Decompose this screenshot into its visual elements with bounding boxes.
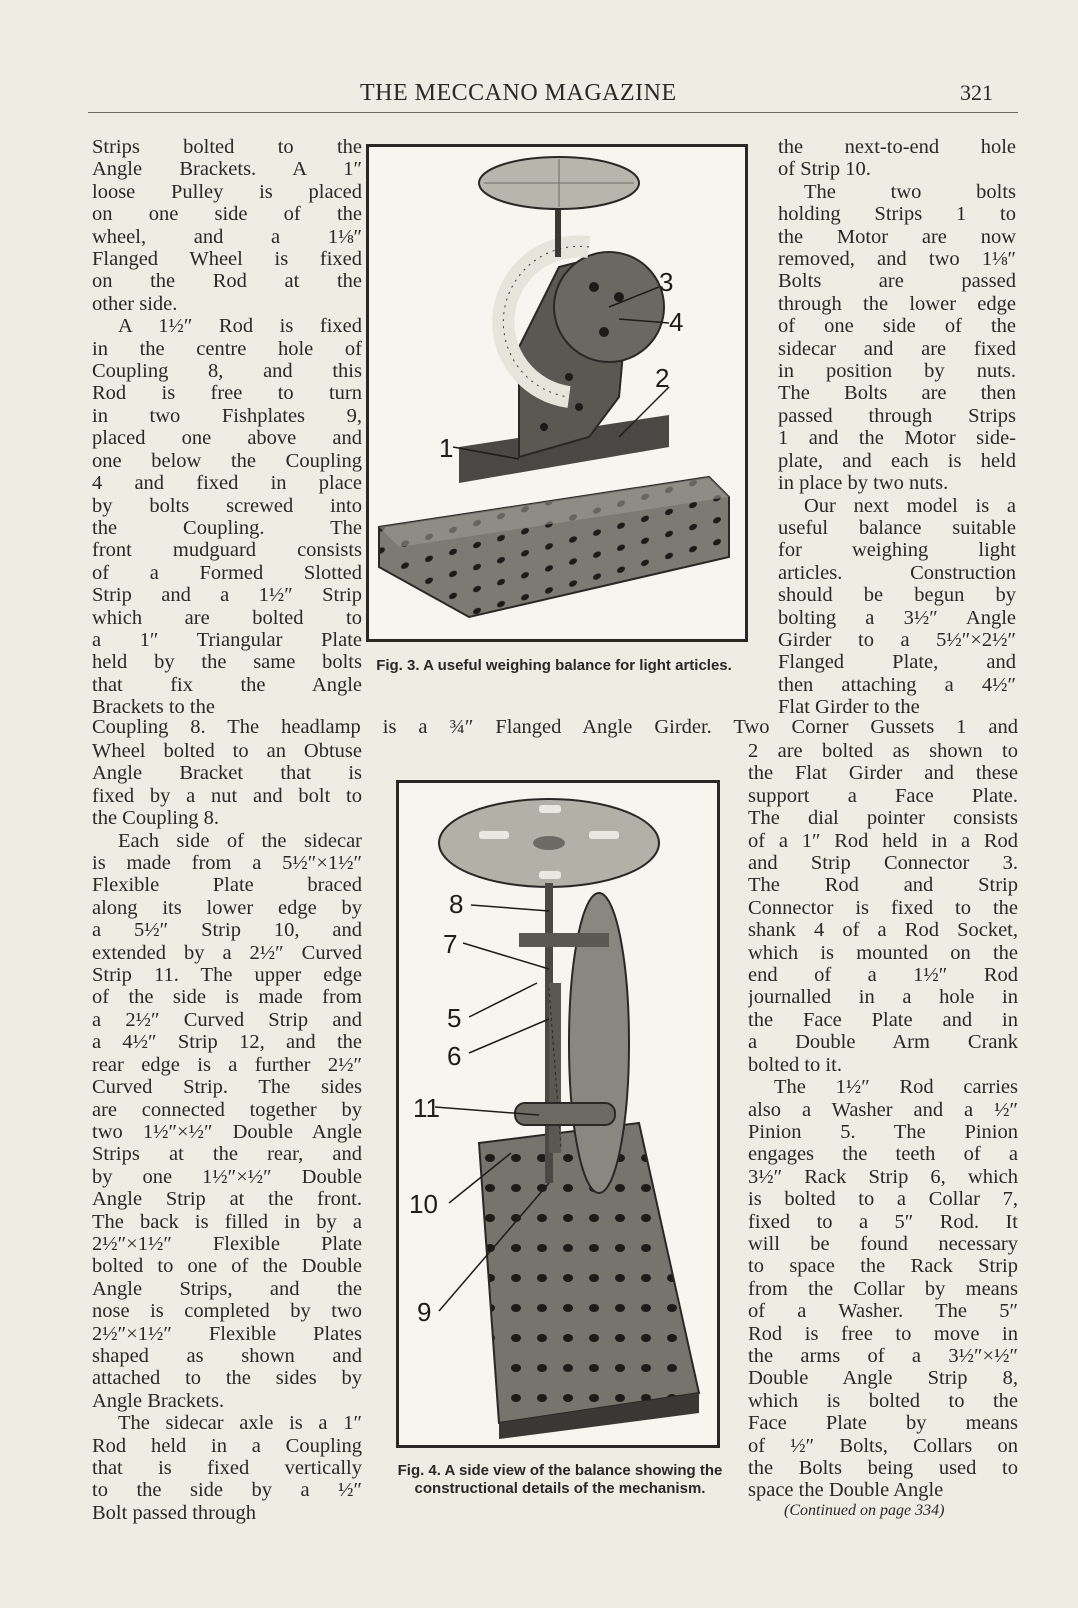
text-line: Our next model is a bbox=[804, 494, 1016, 517]
text-line: the arms of a 3½″×½″ bbox=[748, 1344, 1018, 1367]
text-line: space the Double Angle bbox=[748, 1479, 944, 1502]
text-line: Angle Brackets. A 1″ bbox=[92, 158, 362, 181]
text-line: that is fixed vertically bbox=[92, 1457, 362, 1479]
text-line: Strips bolted to the bbox=[92, 136, 362, 158]
text-line: other side. bbox=[92, 292, 178, 315]
text-line: the Flat Girder and these bbox=[748, 762, 1018, 785]
text-line: in place by two nuts. bbox=[778, 472, 949, 495]
text-line: a Double Arm Crank bbox=[748, 1031, 1018, 1054]
text-line: a 4½″ Strip 12, and the bbox=[92, 1031, 362, 1054]
text-line: The Bolts are then bbox=[778, 382, 1016, 405]
text-line: wheel, and a 1⅛″ bbox=[92, 225, 362, 248]
text-line: fixed by a nut and bolt to bbox=[92, 784, 362, 807]
text-line: engages the teeth of a bbox=[748, 1143, 1018, 1166]
text-line: the Motor are now bbox=[778, 225, 1016, 248]
text-line: is bolted to a Collar 7, bbox=[748, 1188, 1018, 1211]
page-number: 321 bbox=[960, 80, 993, 105]
text-line: Connector is fixed to the bbox=[748, 896, 1018, 919]
text-line: A 1½″ Rod is fixed bbox=[118, 315, 362, 338]
text-line: of one side of the bbox=[778, 315, 1016, 338]
text-line: the next-to-end hole bbox=[778, 136, 1016, 158]
figure-4-caption: Fig. 4. A side view of the balance showing the constructional details of the mechanism. bbox=[397, 1462, 723, 1497]
text-line: The two bolts bbox=[804, 180, 1016, 203]
fig3-label-3: 3 bbox=[659, 267, 674, 297]
text-line: for weighing light bbox=[778, 539, 1016, 562]
text-line: of the side is made from bbox=[92, 986, 362, 1009]
text-line: the Coupling. The bbox=[92, 516, 362, 539]
text-line: bolting a 3½″ Angle bbox=[778, 606, 1016, 629]
fig4-label-9: 9 bbox=[417, 1297, 432, 1327]
text-line: one below the Coupling bbox=[92, 449, 362, 472]
text-line: the Face Plate and in bbox=[748, 1008, 1018, 1031]
text-line: bolted to one of the Double bbox=[92, 1255, 362, 1278]
text-line: is made from a 5½″×1½″ bbox=[92, 852, 362, 875]
text-line: through the lower edge bbox=[778, 292, 1016, 315]
right-column-bottom bbox=[748, 740, 1018, 1502]
text-line: Rod held in a Coupling bbox=[92, 1434, 362, 1457]
text-line: sidecar and are fixed bbox=[778, 337, 1016, 360]
text-line: a 5½″ Strip 10, and bbox=[92, 919, 362, 942]
text-line: end of a 1½″ Rod bbox=[748, 964, 1018, 987]
text-line: loose Pulley is placed bbox=[92, 180, 362, 203]
text-line: then attaching a 4½″ bbox=[778, 673, 1016, 696]
text-line: should be begun by bbox=[778, 584, 1016, 607]
magazine-title: THE MECCANO MAGAZINE bbox=[360, 80, 677, 106]
text-line: on the Rod at the bbox=[92, 270, 362, 293]
text-line: 2½″×1½″ Flexible Plates bbox=[92, 1322, 362, 1345]
text-line: The dial pointer consists bbox=[748, 807, 1018, 830]
fig3-label-1: 1 bbox=[439, 433, 454, 463]
text-line: Brackets to the bbox=[92, 696, 215, 719]
text-line: from the Collar by means bbox=[748, 1277, 1018, 1300]
text-line: also a Washer and a ½″ bbox=[748, 1098, 1018, 1121]
text-line: placed one above and bbox=[92, 427, 362, 450]
text-line: Flexible Plate braced bbox=[92, 874, 362, 897]
text-line: Strips at the rear, and bbox=[92, 1143, 362, 1166]
text-line: 2 are bolted as shown to bbox=[748, 740, 1018, 762]
text-line: shaped as shown and bbox=[92, 1344, 362, 1367]
text-line: to the side by a ½″ bbox=[92, 1479, 362, 1502]
text-line: of a Formed Slotted bbox=[92, 561, 362, 584]
text-line: held by the same bolts bbox=[92, 651, 362, 674]
text-line: in two Fishplates 9, bbox=[92, 404, 362, 427]
text-line: of a 1″ Rod held in a Rod bbox=[748, 829, 1018, 852]
text-line: by one 1½″×½″ Double bbox=[92, 1165, 362, 1188]
text-line: articles. Construction bbox=[778, 561, 1016, 584]
text-line: Angle Strips, and the bbox=[92, 1277, 362, 1300]
text-line: which are bolted to bbox=[92, 606, 362, 629]
text-line: bolted to it. bbox=[748, 1053, 842, 1076]
spanning-text-line: Coupling 8. The headlamp is a ¾″ Flanged Angle Girder. Two Corner Gussets 1 and bbox=[92, 716, 1018, 738]
text-line: support a Face Plate. bbox=[748, 784, 1018, 807]
text-line: Flanged Wheel is fixed bbox=[92, 248, 362, 271]
text-line: useful balance suitable bbox=[778, 516, 1016, 539]
text-line: two 1½″×½″ Double Angle bbox=[92, 1120, 362, 1143]
text-line: 3½″ Rack Strip 6, which bbox=[748, 1165, 1018, 1188]
figure-4-photo bbox=[396, 780, 720, 1448]
text-line: Double Angle Strip 8, bbox=[748, 1367, 1018, 1390]
left-column-bottom bbox=[92, 740, 362, 1524]
left-column-top bbox=[92, 136, 362, 719]
text-line: Strip 11. The upper edge bbox=[92, 964, 362, 987]
text-line: Angle Brackets. bbox=[92, 1389, 225, 1412]
text-line: on one side of the bbox=[92, 203, 362, 226]
text-line: nose is completed by two bbox=[92, 1300, 362, 1323]
text-line: in the centre hole of bbox=[92, 337, 362, 360]
text-line: attached to the sides by bbox=[92, 1367, 362, 1390]
text-line: of ½″ Bolts, Collars on bbox=[748, 1434, 1018, 1457]
text-line: are connected together by bbox=[92, 1098, 362, 1121]
text-line: holding Strips 1 to bbox=[778, 203, 1016, 226]
fig3-label-4: 4 bbox=[669, 307, 684, 337]
text-line: The sidecar axle is a 1″ bbox=[118, 1412, 362, 1435]
figure-3-photo bbox=[366, 144, 748, 642]
text-line: Bolts are passed bbox=[778, 270, 1016, 293]
text-line: Wheel bolted to an Obtuse bbox=[92, 740, 362, 762]
text-line: of Strip 10. bbox=[778, 158, 871, 181]
text-line: shank 4 of a Rod Socket, bbox=[748, 919, 1018, 942]
text-line: Curved Strip. The sides bbox=[92, 1076, 362, 1099]
fig4-label-11: 11 bbox=[413, 1093, 440, 1123]
text-line: the Bolts being used to bbox=[748, 1457, 1018, 1479]
text-line: which is mounted on the bbox=[748, 941, 1018, 964]
text-line: the Coupling 8. bbox=[92, 807, 219, 830]
text-line: along its lower edge by bbox=[92, 896, 362, 919]
text-line: which is bolted to the bbox=[748, 1389, 1018, 1412]
continued-note: (Continued on page 334) bbox=[784, 1502, 945, 1519]
text-line: Coupling 8, and this bbox=[92, 360, 362, 383]
text-line: to space the Rack Strip bbox=[748, 1255, 1018, 1278]
text-line: plate, and each is held bbox=[778, 449, 1016, 472]
text-line: The 1½″ Rod carries bbox=[774, 1076, 1018, 1099]
fig4-label-5: 5 bbox=[447, 1003, 462, 1033]
right-column-top bbox=[778, 136, 1016, 719]
text-line: by bolts screwed into bbox=[92, 494, 362, 517]
text-line: of a Washer. The 5″ bbox=[748, 1300, 1018, 1323]
text-line: and Strip Connector 3. bbox=[748, 852, 1018, 875]
text-line: fixed to a 5″ Rod. It bbox=[748, 1210, 1018, 1233]
text-line: Rod is free to turn bbox=[92, 382, 362, 405]
text-line: The back is filled in by a bbox=[92, 1210, 362, 1233]
text-line: Angle Strip at the front. bbox=[92, 1188, 362, 1211]
text-line: journalled in a hole in bbox=[748, 986, 1018, 1009]
text-line: The Rod and Strip bbox=[748, 874, 1018, 897]
text-line: front mudguard consists bbox=[92, 539, 362, 562]
text-line: Flanged Plate, and bbox=[778, 651, 1016, 674]
text-line: 4 and fixed in place bbox=[92, 472, 362, 495]
text-line: extended by a 2½″ Curved bbox=[92, 941, 362, 964]
fig4-label-8: 8 bbox=[449, 889, 464, 919]
text-line: Pinion 5. The Pinion bbox=[748, 1120, 1018, 1143]
fig3-label-2: 2 bbox=[655, 363, 670, 393]
text-line: a 2½″ Curved Strip and bbox=[92, 1008, 362, 1031]
text-line: Each side of the sidecar bbox=[118, 829, 362, 852]
text-line: Strip and a 1½″ Strip bbox=[92, 584, 362, 607]
fig4-label-10: 10 bbox=[409, 1189, 438, 1219]
text-line: in position by nuts. bbox=[778, 360, 1016, 383]
text-line: 2½″×1½″ Flexible Plate bbox=[92, 1232, 362, 1255]
fig4-label-7: 7 bbox=[443, 929, 458, 959]
text-line: Girder to a 5½″×2½″ bbox=[778, 628, 1016, 651]
text-line: Angle Bracket that is bbox=[92, 762, 362, 785]
header-rule bbox=[88, 112, 1018, 113]
text-line: that fix the Angle bbox=[92, 673, 362, 696]
text-line: rear edge is a further 2½″ bbox=[92, 1053, 362, 1076]
text-line: removed, and two 1⅛″ bbox=[778, 248, 1016, 271]
text-line: Flat Girder to the bbox=[778, 696, 920, 719]
text-line: will be found necessary bbox=[748, 1232, 1018, 1255]
text-line: Bolt passed through bbox=[92, 1501, 256, 1524]
text-line: passed through Strips bbox=[778, 404, 1016, 427]
fig4-label-6: 6 bbox=[447, 1041, 462, 1071]
text-line: Rod is free to move in bbox=[748, 1322, 1018, 1345]
text-line: 1 and the Motor side- bbox=[778, 427, 1016, 450]
text-line: Face Plate by means bbox=[748, 1412, 1018, 1435]
figure-3-caption: Fig. 3. A useful weighing balance for light articles. bbox=[376, 657, 732, 674]
text-line: a 1″ Triangular Plate bbox=[92, 628, 362, 651]
